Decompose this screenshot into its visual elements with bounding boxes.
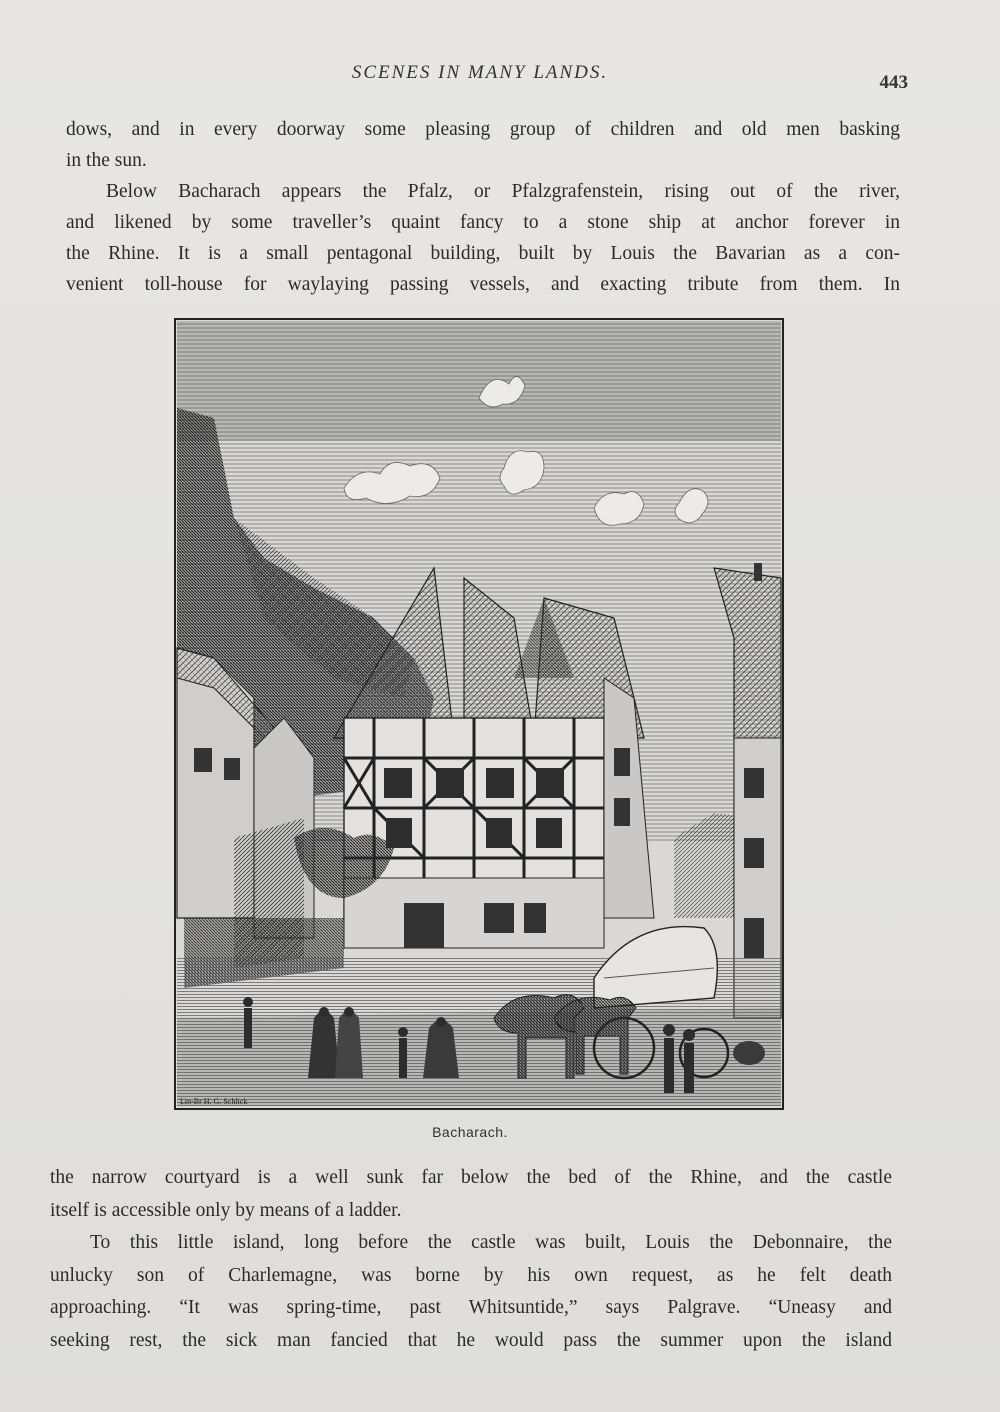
paragraph	[50, 1162, 892, 1227]
text-line: the narrow courtyard is a well sunk far below the bed of the Rhine, and the castle	[50, 1167, 892, 1188]
running-head: SCENES IN MANY LANDS.	[351, 62, 609, 83]
paragraph	[66, 114, 900, 176]
engraver-signature: Lin-Br H. G. Schlick	[180, 1097, 248, 1106]
text-block-top	[66, 114, 900, 300]
text-line: unlucky son of Charlemagne, was borne by his own request, as he felt death	[50, 1264, 892, 1286]
text-line: seeking rest, the sick man fancied that he would pass the summer upon the island	[50, 1329, 892, 1351]
paragraph	[50, 1227, 892, 1357]
text-line: the Rhine. It is a small pentagonal building, built by Louis the Bavarian as a con-	[66, 243, 900, 264]
text-line: itself is accessible only by means of a ladder.	[50, 1199, 402, 1221]
paragraph	[66, 176, 900, 300]
figure-caption: Bacharach.	[432, 1124, 508, 1140]
text-line: Below Bacharach appears the Pfalz, or Pfalzgrafenstein, rising out of the river,	[106, 181, 900, 202]
text-line: and likened by some traveller’s quaint fancy to a stone ship at anchor forever in	[66, 212, 900, 233]
engraving-bacharach	[174, 318, 784, 1112]
text-line: To this little island, long before the castle was built, Louis the Debonnaire, the	[90, 1232, 892, 1253]
text-line: venient toll-house for waylaying passing vessels, and exacting tribute from them. In	[66, 274, 900, 295]
text-line: approaching. “It was spring-time, past Whitsuntide,” says Palgrave. “Uneasy and	[50, 1297, 892, 1318]
text-line: in the sun.	[66, 150, 147, 171]
text-block-bottom	[50, 1162, 892, 1357]
page-number: 443	[879, 72, 908, 93]
text-line: dows, and in every doorway some pleasing group of children and old men basking	[66, 119, 900, 140]
